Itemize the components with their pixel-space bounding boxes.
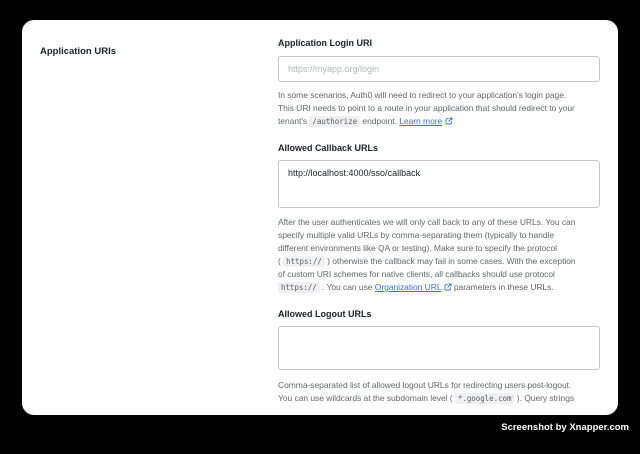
external-link-icon — [445, 117, 453, 125]
help-text: different environments like QA or testing). Make sure to specify the protocol — [278, 243, 557, 253]
help-line — [278, 379, 600, 392]
help-line — [278, 89, 600, 102]
help-text: tenant's — [278, 116, 308, 126]
callback-urls-textarea[interactable] — [278, 160, 600, 208]
help-line — [278, 229, 600, 242]
application-uris-card — [22, 20, 618, 415]
callback-urls-label: Allowed Callback URLs — [278, 143, 379, 153]
help-text: After the user authenticates we will only call back to any of these URLs. You can — [278, 217, 576, 227]
help-text: ). Query strings — [516, 393, 575, 403]
logout-urls-label: Allowed Logout URLs — [278, 309, 372, 319]
help-text: specify multiple valid URLs by comma-separating them (typically to handle — [278, 230, 555, 240]
help-line — [278, 115, 600, 128]
watermark: Screenshot by Xnapper.com — [501, 422, 629, 433]
login-uri-label: Application Login URI — [278, 38, 372, 48]
help-line — [278, 281, 600, 294]
help-line — [278, 268, 600, 281]
help-line — [278, 242, 600, 255]
https-protocol-chip: https:// — [283, 256, 325, 267]
help-line — [278, 392, 600, 405]
help-text: endpoint. — [362, 116, 397, 126]
help-text: This URI needs to point to a route in your application that should redirect to your — [278, 103, 575, 113]
help-text: of custom URI schemes for native clients, all callbacks should use protocol — [278, 269, 555, 279]
callback-urls-help — [278, 216, 600, 294]
logout-urls-textarea[interactable] — [278, 326, 600, 370]
learn-more-link[interactable]: Learn more — [399, 116, 443, 126]
help-line — [278, 102, 600, 115]
organization-url-link[interactable]: Organization URL — [374, 282, 442, 292]
login-uri-input[interactable] — [278, 56, 600, 82]
wildcard-subdomain-chip: *.google.com — [455, 393, 515, 404]
external-link-icon — [444, 283, 452, 291]
section-title: Application URIs — [40, 45, 117, 57]
help-text: parameters in these URLs. — [453, 282, 554, 292]
login-uri-help — [278, 89, 600, 128]
help-text: Comma-separated list of allowed logout URLs for redirecting users post-logout. — [278, 380, 572, 390]
logout-urls-help — [278, 379, 600, 405]
help-text: ) otherwise the callback may fail in some cases. With the exception — [327, 256, 576, 266]
help-text: In some scenarios, Auth0 will need to redirect to your application's login page. — [278, 90, 567, 100]
https-protocol-chip: https:// — [278, 282, 320, 293]
help-line — [278, 216, 600, 229]
help-text: ( — [278, 256, 281, 266]
application-uris-form — [278, 37, 600, 405]
help-text: . You can use — [322, 282, 373, 292]
help-line — [278, 255, 600, 268]
authorize-endpoint-chip: /authorize — [309, 116, 360, 127]
help-text: You can use wildcards at the subdomain level ( — [278, 393, 453, 403]
